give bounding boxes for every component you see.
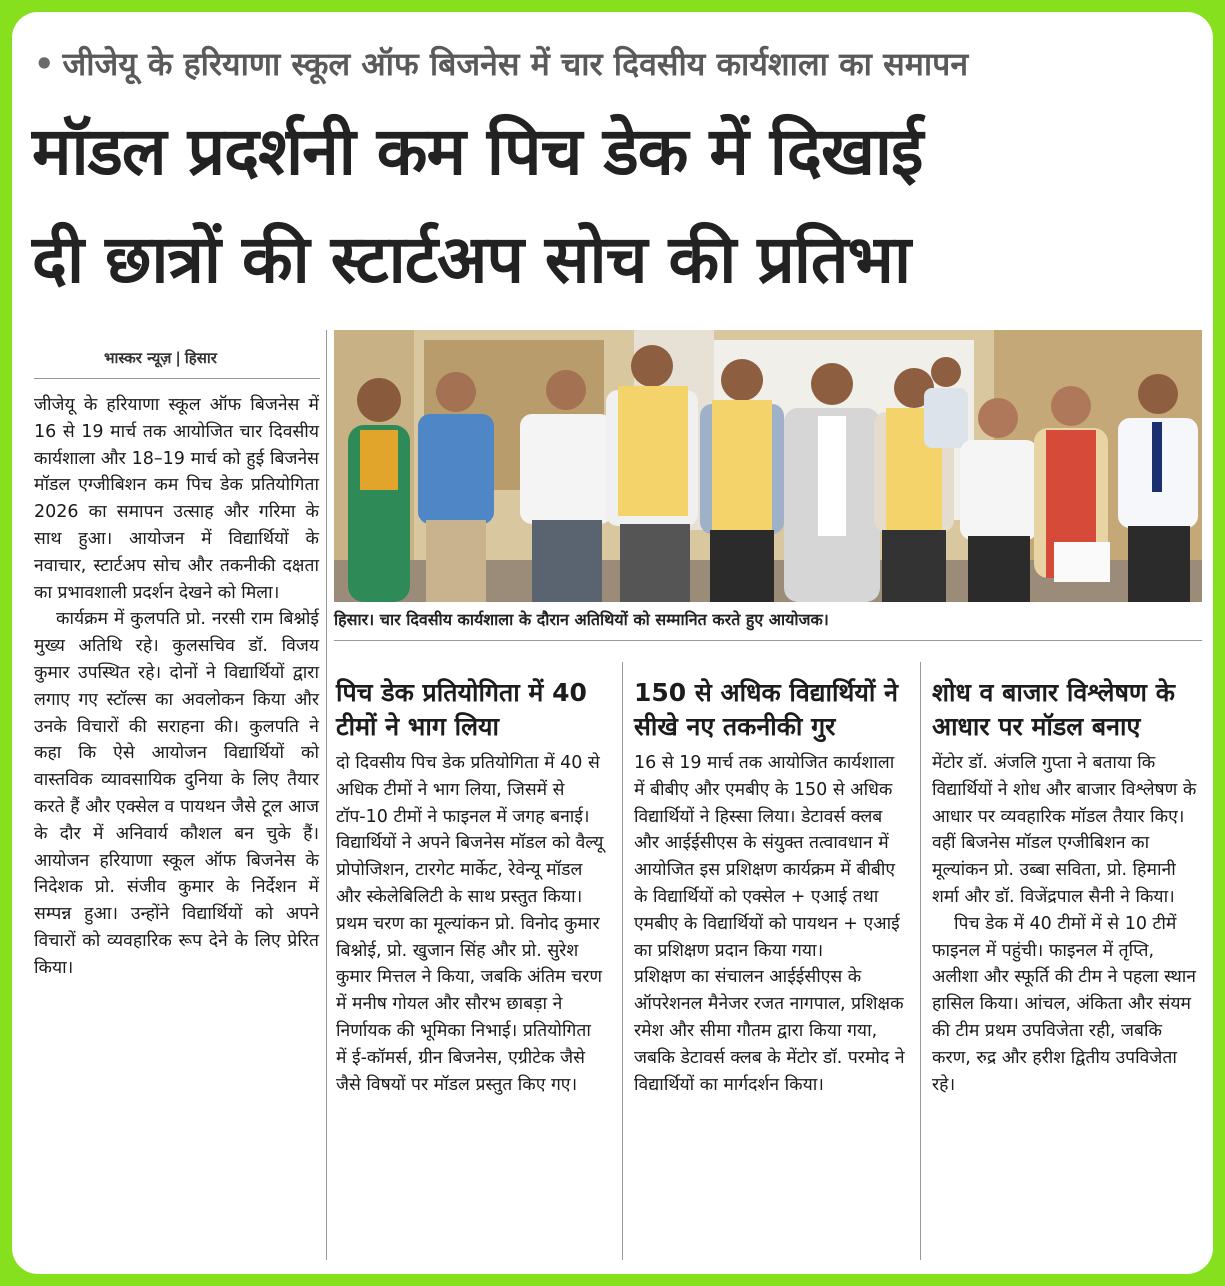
article-column-4 [932, 750, 1200, 1098]
article-column-2 [336, 750, 606, 1098]
caption-rule [334, 640, 1202, 641]
column-4-paragraph-1: मेंटोर डॉ. अंजलि गुप्ता ने बताया कि विद्यार्थियों ने शोध और बाजार विश्लेषण के आधार पर व्यवहारिक मॉडल तैयार किए। वहीं बिजनेस मॉडल एग्जीबिशन का मूल्यांकन प्रो. उब्बा सविता, प्रो. हिमानी शर्मा और डॉ. विजेंद्रपाल सैनी ने किया। [932, 753, 1197, 907]
byline-source: भास्कर न्यूज़ [104, 349, 172, 367]
kicker [34, 42, 1204, 85]
column-1-paragraph-1: जीजेयू के हरियाणा स्कूल ऑफ बिजनेस में 16 से 19 मार्च तक आयोजित चार दिवसीय कार्यशाला और 18–19 मार्च को हुई बिजनेस मॉडल एग्जीबिशन कम पिच डेक प्रतियोगिता 2026 का समापन उत्साह और गरिमा के साथ हुआ। आयोजन में विद्यार्थियों के नवाचार, स्टार्टअप सोच और तकनीकी दक्षता का प्रभावशाली प्रदर्शन देखने को मिला। [34, 395, 319, 603]
bullet-icon: • [34, 45, 55, 83]
article-column-1 [34, 392, 319, 982]
headline [32, 98, 1212, 314]
column-4-subhead: शोध व बाजार विश्लेषण के आधार पर मॉडल बनाए [932, 678, 1175, 741]
byline-separator: | [175, 349, 181, 367]
column-4-paragraph-2: पिच डेक में 40 टीमों में से 10 टीमें फाइनल में पहुंची। फाइनल में तृप्ति, अलीशा और स्फूर्ति की टीम ने पहला स्थान हासिल किया। आंचल, अंकिता और संयम की टीम प्रथम उपविजेता रही, जबकि करण, रुद्र और हरीश द्वितीय उपविजेता रहे। [932, 913, 1197, 1095]
column-2-subhead: पिच डेक प्रतियोगिता में 40 टीमों ने भाग लिया [336, 678, 587, 741]
event-photo [334, 330, 1202, 602]
column-3-paragraph-1: 16 से 19 मार्च तक आयोजित कार्यशाला में बीबीए और एमबीए के 150 से अधिक विद्यार्थियों ने हिस्सा लिया। डेटावर्स क्लब और आईईसीएस के संयुक्त तत्वावधान में आयोजित इस प्रशिक्षण कार्यक्रम में बीबीए के विद्यार्थियों को एक्सेल + एआई तथा एमबीए के विद्यार्थियों को पायथन + एआई का प्रशिक्षण प्रदान किया गया। [634, 753, 900, 961]
kicker-text: जीजेयू के हरियाणा स्कूल ऑफ बिजनेस में चार दिवसीय कार्यशाला का समापन [62, 45, 969, 83]
photo-caption: हिसार। चार दिवसीय कार्यशाला के दौरान अतिथियों को सम्मानित करते हुए आयोजक। [334, 610, 829, 629]
headline-line-1: मॉडल प्रदर्शनी कम पिच डेक में दिखाई [32, 113, 923, 190]
byline [104, 348, 217, 368]
column-divider-2 [622, 662, 623, 1260]
byline-place: हिसार [184, 349, 217, 367]
article-column-3 [634, 750, 906, 1098]
column-divider-1 [326, 330, 327, 1260]
column-2-paragraph: दो दिवसीय पिच डेक प्रतियोगिता में 40 से अधिक टीमों ने भाग लिया, जिसमें से टॉप-10 टीमों ने फाइनल में जगह बनाई। विद्यार्थियों ने अपने बिजनेस मॉडल को वैल्यू प्रोपोजिशन, टारगेट मार्केट, रेवेन्यू मॉडल और स्केलेबिलिटी के साथ प्रस्तुत किया। प्रथम चरण का मूल्यांकन प्रो. विनोद कुमार बिश्नोई, प्रो. खुजान सिंह और प्रो. सुरेश कुमार मित्तल ने किया, जबकि अंतिम चरण में मनीष गोयल और सौरभ छाबड़ा ने निर्णायक की भूमिका निभाई। प्रतियोगिता में ई-कॉमर्स, ग्रीन बिजनेस, एग्रीटेक जैसे जैसे विषयों पर मॉडल प्रस्तुत किए गए। [336, 753, 604, 1095]
column-1-paragraph-2: कार्यक्रम में कुलपति प्रो. नरसी राम बिश्नोई मुख्य अतिथि रहे। कुलसचिव डॉ. विजय कुमार उपस्थित रहे। दोनों ने विद्यार्थियों द्वारा लगाए गए स्टॉल्स का अवलोकन किया और उनके विचारों की सराहना की। कुलपति ने कहा कि ऐसे आयोजन विद्यार्थियों को वास्तविक व्यावसायिक दुनिया के लिए तैयार करते हैं और एक्सेल व पायथन जैसे टूल आज के दौर में अनिवार्य कौशल बन चुके हैं। आयोजन हरियाणा स्कूल ऑफ बिजनेस के निदेशक प्रो. संजीव कुमार के निर्देशन में सम्पन्न हुआ। उन्होंने विद्यार्थियों को अपने विचारों को व्यवहारिक रूप देने के लिए प्रेरित किया। [34, 609, 319, 978]
newspaper-clipping [12, 12, 1213, 1274]
event-photo-illustration [334, 330, 1202, 602]
column-3-paragraph-2: प्रशिक्षण का संचालन आईईसीएस के ऑपरेशनल मैनेजर रजत नागपाल, प्रशिक्षक रमेश और सीमा गौतम द्वारा किया गया, जबकि डेटावर्स क्लब के मेंटोर डॉ. परमोद ने विद्यार्थियों का मार्गदर्शन किया। [634, 967, 905, 1095]
column-divider-3 [920, 662, 921, 1260]
column-3-subhead: 150 से अधिक विद्यार्थियों ने सीखे नए तकनीकी गुर [634, 678, 898, 741]
headline-line-2: दी छात्रों की स्टार्टअप सोच की प्रतिभा [32, 221, 911, 298]
byline-rule [34, 378, 320, 379]
